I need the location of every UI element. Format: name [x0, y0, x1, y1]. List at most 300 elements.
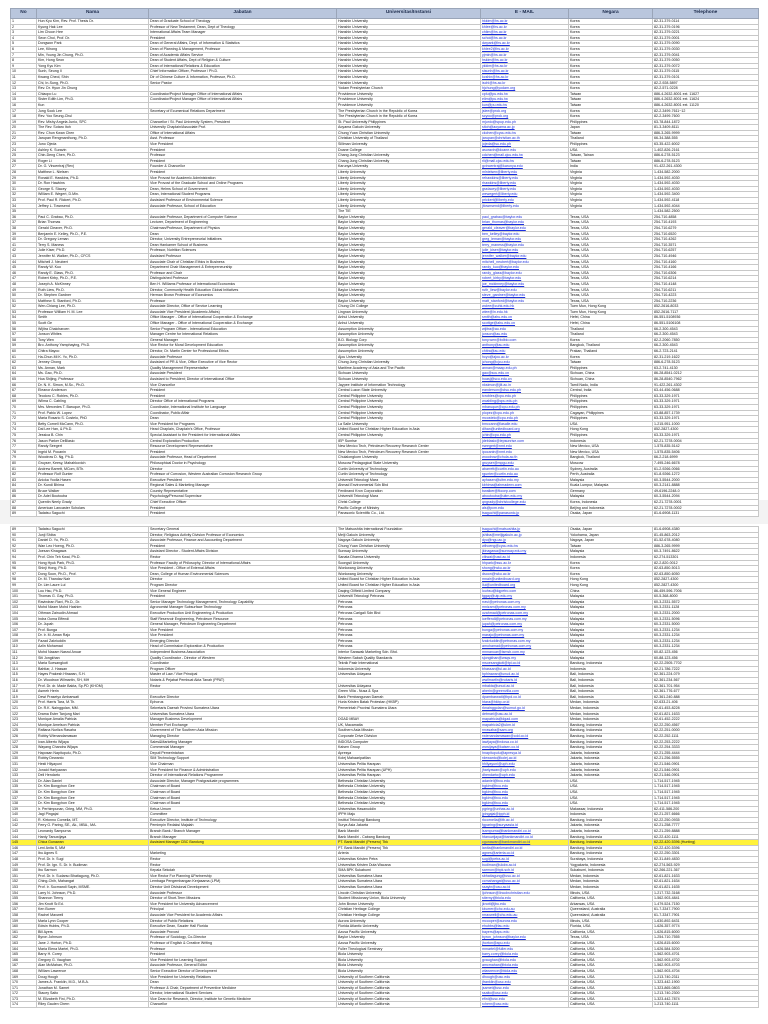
cell-title: Rector — [149, 554, 337, 560]
cell-email[interactable]: prickert@liberty.edu — [481, 198, 569, 204]
cell-email[interactable]: bunga@petronas.com.my — [481, 627, 569, 633]
cell-country: Korea — [569, 354, 653, 360]
cell-email[interactable]: rhawkins@liberty.edu — [481, 181, 569, 187]
cell-email[interactable]: scyoo@prok.org — [481, 114, 569, 120]
cell-email[interactable]: sbhatiagung@usu.ac.id — [481, 873, 569, 879]
cell-email[interactable]: gao@scu.edu.cn — [481, 371, 569, 377]
cell-name: Quentin Neely Grady — [37, 500, 149, 506]
cell-email[interactable]: wewegert@liberty.edu — [481, 192, 569, 198]
cell-institution: Universitas Sumatera Utara — [337, 873, 481, 879]
cell-email[interactable]: rnrasaha@sam.org — [481, 728, 569, 734]
cell-email[interactable]: mcostelo@cpu.edu.ph — [481, 416, 569, 422]
cell-email[interactable]: jonson@au.edu — [481, 332, 569, 338]
cell-email[interactable]: jarupan@christian.ac.th — [481, 136, 569, 142]
cell-title: Department Chair Management & Entrepreneurship — [149, 265, 337, 271]
cell-phone: 63-33-329-1971 — [653, 404, 759, 410]
cell-phone: 86-459-596-7006 — [653, 588, 759, 594]
cell-country: Texas, USA — [569, 265, 653, 271]
cell-email[interactable]: joe_mckinney@baylor.edu — [481, 281, 569, 287]
cell-email[interactable]: robert_kirby@baylor.edu — [481, 276, 569, 282]
cell-name: Tony Wen — [37, 337, 149, 343]
cell-email[interactable]: cplu@pu.edu.tw — [481, 91, 569, 97]
cell-email[interactable]: woodrow@chula.ac.th — [481, 455, 569, 461]
cell-email[interactable]: jhorton@apu.edu — [481, 940, 569, 946]
cell-email[interactable]: sugi@petra.ac.id — [481, 857, 569, 863]
cell-email[interactable]: amohamad@petronas.com.my — [481, 644, 569, 650]
cell-country: Virginia — [569, 192, 653, 198]
cell-email[interactable]: ayhasen@uitm.edu.my — [481, 477, 569, 483]
cell-email[interactable]: jfranklin@usc.edu — [481, 980, 569, 986]
cell-email[interactable]: mmartel@fuller.edu — [481, 946, 569, 952]
cell-email[interactable]: wwilmartin@notaris.id — [481, 678, 569, 684]
cell-title: Dean of Graduate School of Theology — [149, 19, 337, 25]
cell-email[interactable]: wijitra@au.edu — [481, 326, 569, 332]
cell-title: Vice Provost of the Graduate School and Online Programs — [149, 181, 337, 187]
cell-email[interactable]: rmaxwell@chc.edu.au — [481, 912, 569, 918]
cell-email[interactable]: ccmahangat@usu.ac.id — [481, 879, 569, 885]
cell-email[interactable]: pgrieg@unhas.ac.id — [481, 806, 569, 812]
cell-email[interactable]: rkcornelia@itb.ac.id — [481, 817, 569, 823]
cell-email[interactable]: matt_stanford@baylor.edu — [481, 298, 569, 304]
cell-phone: 86-551-5108936 — [653, 315, 759, 321]
cell-no: 13 — [11, 86, 37, 92]
cell-email[interactable]: gsstacey@liberty.edu — [481, 186, 569, 192]
cell-phone: 254-710-6306 — [653, 270, 759, 276]
cell-email[interactable]: tsaguchi@matsushita.jp — [481, 527, 569, 533]
cell-title: Dean of General Affairs, Dept. of Information & Statistics — [149, 41, 337, 47]
cell-email[interactable]: jennifer_walker@baylor.edu — [481, 253, 569, 259]
cell-email[interactable]: tony.wen@bdbio.com — [481, 337, 569, 343]
cell-email[interactable]: rdewanto@kolej.ac.id — [481, 756, 569, 762]
cell-email[interactable]: yjmin@hs.ac.kr — [481, 52, 569, 58]
cell-email[interactable]: mbaruque@cpu.edu.ph — [481, 404, 569, 410]
cell-email[interactable]: rravi@petronas.com.my — [481, 599, 569, 605]
cell-email[interactable]: asuravin@doane.edu — [481, 147, 569, 153]
cell-no: 11 — [11, 74, 37, 80]
cell-phone: 886-4-2632-8001 ext. 11627 — [653, 91, 759, 97]
cell-email[interactable]: ipocanin@nmt.edu — [481, 449, 569, 455]
cell-institution: University of Southern California — [337, 1002, 481, 1008]
cell-email[interactable]: ehubbs@fau.edu — [481, 924, 569, 930]
cell-title: Executive President — [149, 477, 337, 483]
cell-country: Korea — [569, 80, 653, 86]
cell-institution: Hanshin University — [337, 30, 481, 36]
cell-name: Dr. N. K. Simon, M.Sc., Ph.D. — [37, 382, 149, 388]
cell-name: Hun Kyu Kim, Rev. Prof. Thesis Dr. — [37, 19, 149, 25]
cell-email[interactable]: bgkim@bcu.edu — [481, 801, 569, 807]
cell-no: 61 — [11, 354, 37, 360]
cell-title: Professor of Corrosion, Western Australian Corrosion Research Group — [149, 472, 337, 478]
cell-email[interactable]: rgunter@curtin.edu.au — [481, 472, 569, 478]
cell-no: 124 — [11, 722, 37, 728]
cell-email[interactable]: gerald_cleaver@baylor.edu — [481, 225, 569, 231]
cell-email[interactable]: iawijaya@indosa.co.id — [481, 739, 569, 745]
cell-title: Associate Director, Office of Service Learning — [149, 304, 337, 310]
cell-email[interactable]: mitchell_neubert@baylor.edu — [481, 259, 569, 265]
cell-email[interactable]: jhariyawan@uph.edu — [481, 767, 569, 773]
cell-institution: Hanshin University — [337, 52, 481, 58]
cell-email[interactable]: rwienandamawan@cdd.co.id — [481, 733, 569, 739]
cell-title: Vice President for Finance & Administration — [149, 767, 337, 773]
cell-email[interactable]: lanita@bankmandiri.co.id — [481, 845, 569, 851]
cell-email[interactable]: ctkwai@usd.ac.id — [481, 554, 569, 560]
cell-country: Queensland, Australia — [569, 912, 653, 918]
cell-country: Hong Kong — [569, 582, 653, 588]
cell-email[interactable]: jchin@cpu.edu.ph — [481, 432, 569, 438]
cell-title: Assistant Manager CBC Bandung — [149, 840, 337, 846]
cell-email[interactable]: jpingajai@ipph.id — [481, 812, 569, 818]
cell-email[interactable]: mapatricia@dgad.com — [481, 717, 569, 723]
cell-email[interactable]: msoesangkoti@tpi.co.id — [481, 661, 569, 667]
cell-email[interactable]: hcyo@ajou.ac.kr — [481, 354, 569, 360]
cell-no: 136 — [11, 789, 37, 795]
cell-email[interactable]: cgunawan@bankmandiri.co.id — [481, 840, 569, 846]
cell-email[interactable]: ruth_liew@baylor.edu — [481, 287, 569, 293]
cell-email[interactable]: jknott@jbu.edu — [481, 901, 569, 907]
cell-email[interactable]: aherin@greenvilla.com — [481, 689, 569, 695]
cell-email[interactable]: ischi@hs.ac.kr — [481, 80, 569, 86]
cell-email[interactable]: plopez@cpu.edu.ph — [481, 410, 569, 416]
cell-name: Rev. Yoo Seung-Chul — [37, 114, 149, 120]
cell-email[interactable]: brian_thomas@baylor.edu — [481, 220, 569, 226]
cell-name: Jennifer M. Walker, Ph.D., CFCS — [37, 253, 149, 259]
cell-email[interactable]: mcooper@aurora.edu — [481, 918, 569, 924]
cell-institution: Daqing Oilfield Limited Company — [337, 588, 481, 594]
cell-email[interactable]: mbakta@unud.ac.id — [481, 683, 569, 689]
cell-email[interactable]: wcabling@cpu.edu.ph — [481, 399, 569, 405]
cell-email[interactable]: kbhima@ahmadenv.com — [481, 483, 569, 489]
cell-phone: 62-61-452-2222 — [653, 717, 759, 723]
cell-institution: Universitas Sumatera Utara — [337, 885, 481, 891]
cell-email[interactable]: fzakriuddin@petronas.com.my — [481, 638, 569, 644]
cell-country: Malaysia — [569, 599, 653, 605]
cell-email[interactable]: tsaguchi@panasonic.jp — [481, 511, 569, 517]
cell-institution: Western Sabah Quality Standards — [337, 655, 481, 661]
cell-email[interactable]: htara@hkbp.or.id — [481, 700, 569, 706]
cell-email[interactable]: paul_grabau@baylor.edu — [481, 214, 569, 220]
cell-email[interactable]: randy_kuo@baylor.edu — [481, 265, 569, 271]
cell-phone: 254-710-6257 — [653, 248, 759, 254]
cell-email[interactable]: terry_maness@baylor.edu — [481, 242, 569, 248]
cell-country: Indonesia — [569, 438, 653, 444]
cell-email[interactable]: chitra@au.edu — [481, 349, 569, 355]
cell-country: Texas, USA — [569, 287, 653, 293]
cell-no: 129 — [11, 750, 37, 756]
cell-title: Government of The Southern Asia Mission — [149, 728, 337, 734]
cell-country: Virginia — [569, 198, 653, 204]
cell-email[interactable]: amcmahan@biola.edu — [481, 963, 569, 969]
cell-email[interactable]: jslee@prok.org — [481, 108, 569, 114]
cell-institution: The Presbyterian Church in the Republic of Korea — [337, 108, 481, 114]
cell-email[interactable]: tcrobles@cpu.edu.ph — [481, 393, 569, 399]
cell-email[interactable]: ssaito@usc.edu — [481, 991, 569, 997]
cell-email[interactable]: smith@ahu.edu.cn — [481, 315, 569, 321]
cell-email[interactable]: cdchen@mail.cjcu.edu.tw — [481, 153, 569, 159]
cell-phone: 91-422-261-4300 — [653, 164, 759, 170]
cell-email[interactable]: bhassan@ui.ac.id — [481, 666, 569, 672]
cell-email[interactable]: bgkim@bcu.edu — [481, 784, 569, 790]
cell-email[interactable]: jsamet@usc.edu — [481, 985, 569, 991]
cell-email[interactable]: steve_gardner@baylor.edu — [481, 293, 569, 299]
cell-country: Virginia — [569, 175, 653, 181]
cell-no: 157 — [11, 907, 37, 913]
cell-name: Tadatsu Saguchi — [37, 511, 149, 517]
cell-email[interactable]: budiman@ukdw.ac.id — [481, 862, 569, 868]
cell-email[interactable]: marajo@petronas.com.my — [481, 633, 569, 639]
cell-country: Hefei, China — [569, 321, 653, 327]
cell-email[interactable]: rknainggolan@sumut.go.id — [481, 706, 569, 712]
cell-phone: 61-8-9266-1272 — [653, 472, 759, 478]
cell-email[interactable]: rli@mail.cjcu.edu.tw — [481, 158, 569, 164]
cell-no: 142 — [11, 823, 37, 829]
cell-email[interactable]: khlee@hs.ac.kr — [481, 24, 569, 30]
cell-title: Associate Professor — [149, 354, 337, 360]
cell-email[interactable]: llui@unitedboard.org — [481, 582, 569, 588]
cell-institution: Chung Yuan Christian University — [337, 130, 481, 136]
cell-email[interactable]: jchong@cjcu.edu — [481, 360, 569, 366]
cell-title: Asst. Professor — [149, 136, 337, 142]
cell-email[interactable]: wlhoeng@cycu.edu.tw — [481, 543, 569, 549]
cell-title: Vice Provost for Academic Administration — [149, 175, 337, 181]
cell-country: Philippines — [569, 416, 653, 422]
cell-email[interactable]: wclee@cuhk.edu.hk — [481, 304, 569, 310]
cell-name: Joseph A. McKinney — [37, 281, 149, 287]
cell-email[interactable]: louhsu@dqpetro.com — [481, 588, 569, 594]
cell-email[interactable]: jkinagawa@sunway.edu.my — [481, 549, 569, 555]
cell-email[interactable]: dhough@usc.edu — [481, 974, 569, 980]
cell-email[interactable]: eanderson@clsu.edu.ph — [481, 388, 569, 394]
cell-no: 126 — [11, 733, 37, 739]
cell-email[interactable]: hhpark@ssu.ac.kr — [481, 560, 569, 566]
cell-email[interactable]: hskim@hs.ac.kr — [481, 58, 569, 64]
cell-country: Taiwan — [569, 130, 653, 136]
cell-title: Rector — [149, 683, 337, 689]
cell-email[interactable]: dyu@ngu.ac.jp — [481, 538, 569, 544]
cell-email[interactable]: randy_glass@baylor.edu — [481, 270, 569, 276]
cell-title: Associate President — [149, 371, 337, 377]
cell-email[interactable]: bwalker@fkcorp.com — [481, 488, 569, 494]
cell-email[interactable]: annan@maap.edu.ph — [481, 365, 569, 371]
cell-email[interactable]: rseegert@nmt.edu — [481, 444, 569, 450]
cell-phone: 886-4-2632-8001 ext. 11120 — [653, 102, 759, 108]
cell-email[interactable]: schoi@hs.ac.kr — [481, 35, 569, 41]
cell-no: 4 — [11, 35, 37, 41]
cell-email[interactable]: mnair@unitedboard.org — [481, 577, 569, 583]
cell-email[interactable]: dhendarto@uph.edu — [481, 773, 569, 779]
cell-email[interactable]: efini@usc.edu — [481, 996, 569, 1002]
cell-name: Barry H. Corey — [37, 952, 149, 958]
cell-name: Robby Dewanto — [37, 756, 149, 762]
cell-title: Commercial Manager — [149, 745, 337, 751]
cell-title: International Affairs Team Manager — [149, 30, 337, 36]
cell-email[interactable]: ckchen@cycu.edu.tw — [481, 130, 569, 136]
cell-email[interactable]: kburrer@chc.edu.au — [481, 907, 569, 913]
cell-institution: Petronas — [337, 616, 481, 622]
cell-country: Osaka, Japan — [569, 527, 653, 533]
cell-phone: 62-22-254-3333 — [653, 745, 759, 751]
cell-email[interactable]: agnes@arteria.co.id — [481, 851, 569, 857]
cell-title: Emerging Director — [149, 638, 337, 644]
cell-name: Hayes Prakesh Hirawan, S.H. — [37, 672, 149, 678]
cell-email[interactable]: mlnielsen@liberty.edu — [481, 170, 569, 176]
cell-country: Texas, USA — [569, 248, 653, 254]
cell-email[interactable]: dlhan@unitedboard.org — [481, 427, 569, 433]
cell-country: Korea — [569, 63, 653, 69]
cell-email[interactable]: barry.corey@biola.edu — [481, 952, 569, 958]
cell-institution: Central Philippine University — [337, 393, 481, 399]
cell-email[interactable]: rehawkins@liberty.edu — [481, 175, 569, 181]
cell-phone: 60-3-2331-1234 — [653, 644, 759, 650]
cell-country: Korea — [569, 58, 653, 64]
cell-email[interactable]: jdeblasio@iepsunrise.com — [481, 438, 569, 444]
cell-email[interactable]: wlee@ln.edu.hk — [481, 309, 569, 315]
cell-phone: 62-361-240-888 — [653, 694, 759, 700]
cell-email[interactable]: htanuwijaya@bankmandiri.co.id — [481, 834, 569, 840]
cell-name: Dal Lee Han, & Ph.D. — [37, 427, 149, 433]
cell-phone: 852-2827-4300 — [653, 577, 759, 583]
cell-name: Prof. Pablo W. Lopez — [37, 410, 149, 416]
cell-email[interactable]: stierny@biola.edu — [481, 896, 569, 902]
cell-name: Ravindran Ravi, Ph.D., Dr. — [37, 599, 149, 605]
cell-email[interactable]: ykkim@hs.ac.kr — [481, 63, 569, 69]
cell-email[interactable]: chlim@hs.ac.kr — [481, 30, 569, 36]
cell-email[interactable]: greg_leman@baylor.edu — [481, 237, 569, 243]
cell-country: Germany — [569, 488, 653, 494]
cell-phone: 62-21-546-0901 — [653, 767, 759, 773]
cell-email[interactable]: aboutouba@uitm.edu.my — [481, 494, 569, 500]
cell-country: Korea — [569, 41, 653, 47]
cell-phone: 886-4-2632-8001 ext. 11624 — [653, 97, 759, 103]
cell-email[interactable]: sitoh@aoyama.ac.jp — [481, 125, 569, 131]
cell-email[interactable]: hhilyayuni@uph.edu — [481, 761, 569, 767]
cell-name: Chin-Deng Chen, Ph.D. — [37, 153, 149, 159]
cell-title: Vice Dean for Research, Director, Institute for Genetic Medicine — [149, 996, 337, 1002]
cell-email[interactable]: abarrett@curtin.edu.au — [481, 466, 569, 472]
cell-email[interactable]: kun@pu.edu.tw — [481, 102, 569, 108]
cell-email[interactable]: byron_johnson@baylor.edu — [481, 935, 569, 941]
cell-email[interactable]: ssayin@usu.ac.id — [481, 885, 569, 891]
cell-email[interactable]: als@pcm.edu — [481, 505, 569, 511]
cell-email[interactable]: sarmon@bpk.sch.id — [481, 868, 569, 874]
cell-email[interactable]: dwpark@hs.ac.kr — [481, 41, 569, 47]
cell-title: Associate Professor — [149, 890, 337, 896]
cell-email[interactable]: qngrady@christcollege.edu — [481, 500, 569, 506]
cell-email[interactable]: nksimon@jiit.ac.in — [481, 382, 569, 388]
cell-email[interactable]: sisunh@hs.ac.kr — [481, 69, 569, 75]
cell-title: Office Manager - Office of International Cooperation & Exchange — [149, 321, 337, 327]
cell-email[interactable]: jshiba@meijigakuin.ac.jp — [481, 532, 569, 538]
cell-institution: Chung Yuan Christian University — [337, 543, 481, 549]
cell-email[interactable]: dsoon@wku.ac.kr — [481, 571, 569, 577]
cell-email[interactable]: ljohnson@lincolnchristian.edu — [481, 890, 569, 896]
cell-email[interactable]: kcshin@hs.ac.kr — [481, 74, 569, 80]
cell-email[interactable]: hjchung@yodam.org — [481, 86, 569, 92]
cell-email[interactable]: jojeda@su.edu.ph — [481, 142, 569, 148]
cell-email[interactable]: scottge@ahu.edu.cn — [481, 321, 569, 327]
cell-phone: 62-21-257-6666 — [653, 812, 759, 818]
cell-phone: 82-63-850-5013 — [653, 566, 759, 572]
cell-email[interactable]: sjongkhan@wsqs.my — [481, 655, 569, 661]
cell-email[interactable]: wlawrence@biola.edu — [481, 968, 569, 974]
cell-email[interactable]: tggay@utp.edu.my — [481, 594, 569, 600]
cell-phone: 1-626-815-6000 — [653, 929, 759, 935]
cell-name: Deli Hendarto — [37, 773, 149, 779]
cell-country: USA — [569, 801, 653, 807]
cell-institution: Pemerintah Provinsi Sumatera Utara — [337, 706, 481, 712]
cell-email[interactable]: bgkim@bcu.edu — [481, 789, 569, 795]
cell-phone: 62-61-821-1633 — [653, 873, 759, 879]
cell-institution: B.D. Biology Corp — [337, 337, 481, 343]
cell-email[interactable]: julie_kiser@baylor.edu — [481, 248, 569, 254]
cell-email[interactable]: mnizam@petronas.com.my — [481, 605, 569, 611]
cell-email[interactable]: ozahmad@petronas.com.my — [481, 610, 569, 616]
cell-no: 63 — [11, 365, 37, 371]
cell-phone: 254-710-6211 — [653, 287, 759, 293]
cell-institution: Baylor University — [337, 287, 481, 293]
cell-country: California, USA — [569, 963, 653, 969]
cell-email[interactable]: gvaughan@biola.edu — [481, 957, 569, 963]
cell-email[interactable]: jupah@petronas.com.my — [481, 622, 569, 628]
cell-email[interactable]: rchern@usc.edu — [481, 1002, 569, 1008]
cell-email[interactable]: hnapitupulu@apresya.id — [481, 750, 569, 756]
cell-email[interactable]: shong@wku.ac.kr — [481, 566, 569, 572]
cell-email[interactable]: mapatricia2@ukm.id — [481, 722, 569, 728]
cell-email[interactable]: ioeffendi@petronas.com.my — [481, 616, 569, 622]
cell-phone: 82-31-379-0030 — [653, 46, 759, 52]
cell-email[interactable]: bayers@apu.edu — [481, 929, 569, 935]
cell-country: Texas, USA — [569, 281, 653, 287]
cell-email[interactable]: hkkim@hs.ac.kr — [481, 19, 569, 25]
cell-email[interactable]: elim@pu.edu.tw — [481, 97, 569, 103]
cell-institution: Southern Asia Mission — [337, 728, 481, 734]
cell-name: Dr. Kim Bongyhon Gee — [37, 789, 149, 795]
cell-email[interactable]: mjunio@spup.edu.ph — [481, 119, 569, 125]
cell-no: 86 — [11, 494, 37, 500]
cell-name: Professor William H. M. Lee — [37, 309, 149, 315]
cell-email[interactable]: hphirawan@unud.ac.id — [481, 672, 569, 678]
cell-no: 22 — [11, 136, 37, 142]
cell-email[interactable]: khlee2@hs.ac.kr — [481, 46, 569, 52]
cell-email[interactable]: gvincentraj@karunya.edu — [481, 164, 569, 170]
cell-email[interactable]: detmari@usu.ac.id — [481, 711, 569, 717]
cell-no: 67 — [11, 388, 37, 394]
cell-institution: Universitas Udayana — [337, 672, 481, 678]
cell-email[interactable]: fgparing@suryaasia.id — [481, 823, 569, 829]
cell-country: Korea — [569, 571, 653, 577]
cell-email[interactable]: anthony@au.edu — [481, 343, 569, 349]
cell-email[interactable]: ben_kelley@baylor.edu — [481, 231, 569, 237]
cell-phone: 82-31-379-0221 — [653, 30, 759, 36]
cell-email[interactable]: mnnanuar@ismsb.com.my — [481, 650, 569, 656]
cell-email[interactable]: wcwijaya@kaisen.co.id — [481, 745, 569, 751]
cell-institution: Central Luzon State University — [337, 388, 481, 394]
cell-no: 51 — [11, 298, 37, 304]
cell-email[interactable]: jltownsend@liberty.edu — [481, 203, 569, 209]
cell-institution: Petronas — [337, 627, 481, 633]
cell-email[interactable]: adaniel@bcu.edu — [481, 778, 569, 784]
cell-title: Branch Bank / Branch Manager — [149, 829, 337, 835]
cell-email[interactable]: bmccann@lasalle.edu — [481, 421, 569, 427]
cell-email[interactable]: gruyser@mpgu.edu — [481, 460, 569, 466]
cell-no: 8 — [11, 58, 37, 64]
cell-name: Rachel Maxwell — [37, 912, 149, 918]
cell-email[interactable]: bgkim@bcu.edu — [481, 795, 569, 801]
cell-email[interactable]: lsampurna@bankmandiri.co.id — [481, 829, 569, 835]
cell-email[interactable]: hoasj@scu.edu.cn — [481, 377, 569, 383]
cell-email[interactable]: dpambarwati@bpd.co.id — [481, 694, 569, 700]
cell-country: Jakarta, Indonesia — [569, 761, 653, 767]
cell-institution: Christian Heritage College — [337, 912, 481, 918]
